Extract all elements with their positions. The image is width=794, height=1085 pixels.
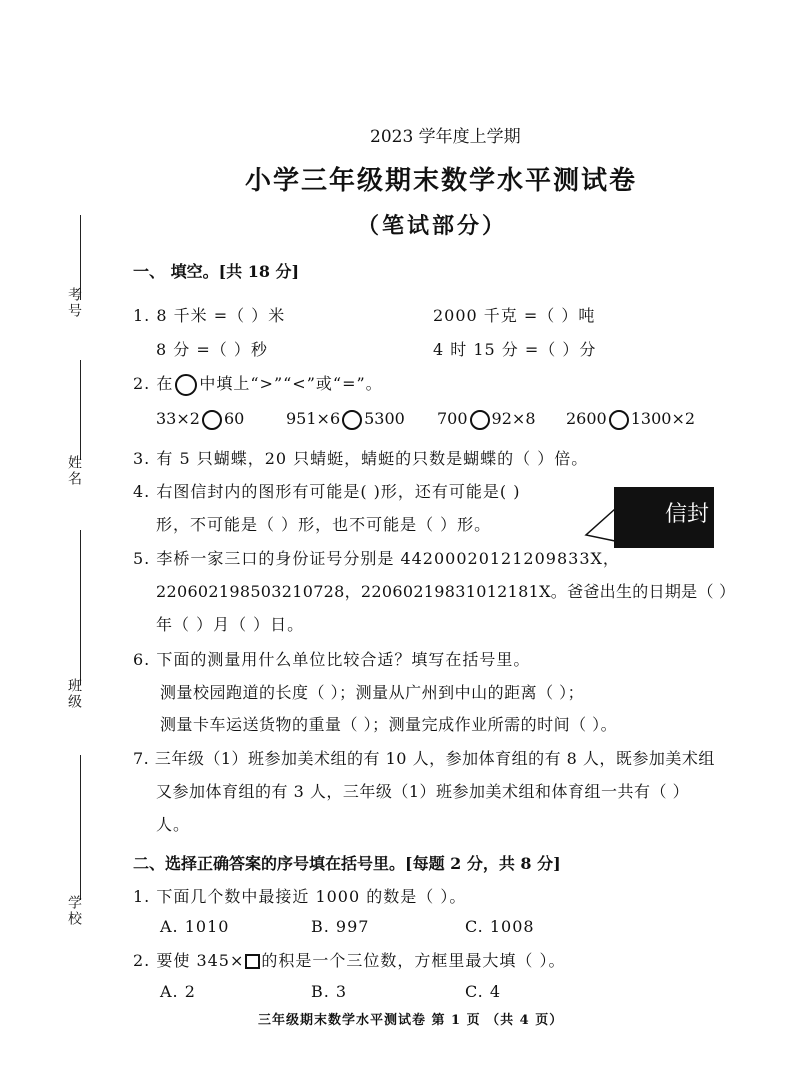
s2-q2-stem <box>133 948 565 971</box>
q5-line3: 年（ ）月（ ）日。 <box>156 615 305 634</box>
q5-line1: 5. 李桥一家三口的身份证号分别是 44200020121209833X， <box>133 549 620 568</box>
q2-item-right: 60 <box>223 409 245 428</box>
class-label: 班级 <box>66 678 82 710</box>
page-subtitle: （笔试部分） <box>357 213 508 239</box>
q2-pre: 2. 在 <box>133 374 174 393</box>
square-box-icon <box>245 954 260 969</box>
q2-item-2 <box>286 409 405 430</box>
q2-post: 中填上“>”“<”或“=”。 <box>199 374 383 393</box>
q7-line2: 又参加体育组的有 3 人，三年级（1）班参加美术组和体育组一共有（ ） <box>156 782 690 801</box>
q1b: 2000 千克 =（ ）吨 <box>433 306 596 325</box>
page-title: 小学三年级期末数学水平测试卷 <box>245 166 638 196</box>
s2-q1-option-c: C. 1008 <box>465 917 535 936</box>
name-label: 姓名 <box>66 455 82 487</box>
q1c: 8 分 =（ ）秒 <box>156 340 268 359</box>
compare-circle-icon[interactable] <box>609 410 629 430</box>
s2-q2-stem-post: 的积是一个三位数，方框里最大填（ ）。 <box>261 951 566 970</box>
q1d: 4 时 15 分 =（ ）分 <box>433 340 597 359</box>
section2-heading: 二、选择正确答案的序号填在括号里。[每题 2 分，共 8 分] <box>133 854 561 873</box>
binding-line-2 <box>80 360 81 460</box>
q7-line3: 人。 <box>156 815 191 834</box>
q2-instruction <box>133 371 383 396</box>
q2-item-1 <box>156 409 244 430</box>
compare-circle-icon[interactable] <box>470 410 490 430</box>
page-footer: 三年级期末数学水平测试卷 第 1 页 （共 4 页） <box>258 1013 564 1028</box>
q2-item-right: 5300 <box>364 409 405 428</box>
q4-line1: 4. 右图信封内的图形有可能是( )形，还有可能是( ) <box>133 482 521 501</box>
q2-item-3 <box>437 409 536 430</box>
q2-item-left: 2600 <box>566 409 607 428</box>
binding-line-4 <box>80 755 81 900</box>
school-label: 学校 <box>66 895 82 927</box>
compare-circle-icon[interactable] <box>342 410 362 430</box>
q4-line2: 形，不可能是（ ）形，也不可能是（ ）形。 <box>156 515 492 534</box>
q2-item-left: 700 <box>437 409 468 428</box>
s2-q1-option-a: A. 1010 <box>160 917 230 936</box>
q7-line1: 7. 三年级（1）班参加美术组的有 10 人，参加体育组的有 8 人，既参加美术组 <box>133 749 715 768</box>
q2-item-right: 92×8 <box>491 409 536 428</box>
q2-item-right: 1300×2 <box>630 409 696 428</box>
q6-line3: 测量卡车运送货物的重量（ ）；测量完成作业所需的时间（ ）。 <box>160 715 618 734</box>
s2-q2-stem-pre: 2. 要使 345× <box>133 951 245 970</box>
q2-item-left: 951×6 <box>286 409 341 428</box>
q1a: 1. 8 千米 =（ ）米 <box>133 306 286 325</box>
school-year: 2023 学年度上学期 <box>370 127 521 147</box>
q6-line1: 6. 下面的测量用什么单位比较合适？填写在括号里。 <box>133 650 531 669</box>
envelope-label: 信封 <box>665 502 710 527</box>
s2-q1-option-b: B. 997 <box>311 917 370 936</box>
s2-q1-stem: 1. 下面几个数中最接近 1000 的数是（ ）。 <box>133 887 467 906</box>
s2-q2-option-b: B. 3 <box>311 982 348 1001</box>
q2-item-4 <box>566 409 695 430</box>
s2-q2-option-c: C. 4 <box>465 982 502 1001</box>
section1-heading: 一、 填空。[共 18 分] <box>133 262 300 281</box>
compare-circle-icon[interactable] <box>202 410 222 430</box>
q6-line2: 测量校园跑道的长度（ ）；测量从广州到中山的距离（ ）； <box>160 683 585 702</box>
exam-no-label: 考号 <box>66 287 82 319</box>
q2-item-left: 33×2 <box>156 409 200 428</box>
q3: 3. 有 5 只蝴蝶，20 只蜻蜓，蜻蜓的只数是蝴蝶的（ ）倍。 <box>133 449 589 468</box>
q5-line2: 220602198503210728，22060219831012181X。爸爸出生的日期是（ ） <box>156 582 736 601</box>
s2-q2-option-a: A. 2 <box>160 982 196 1001</box>
circle-icon <box>175 374 197 396</box>
binding-line-3 <box>80 530 81 685</box>
